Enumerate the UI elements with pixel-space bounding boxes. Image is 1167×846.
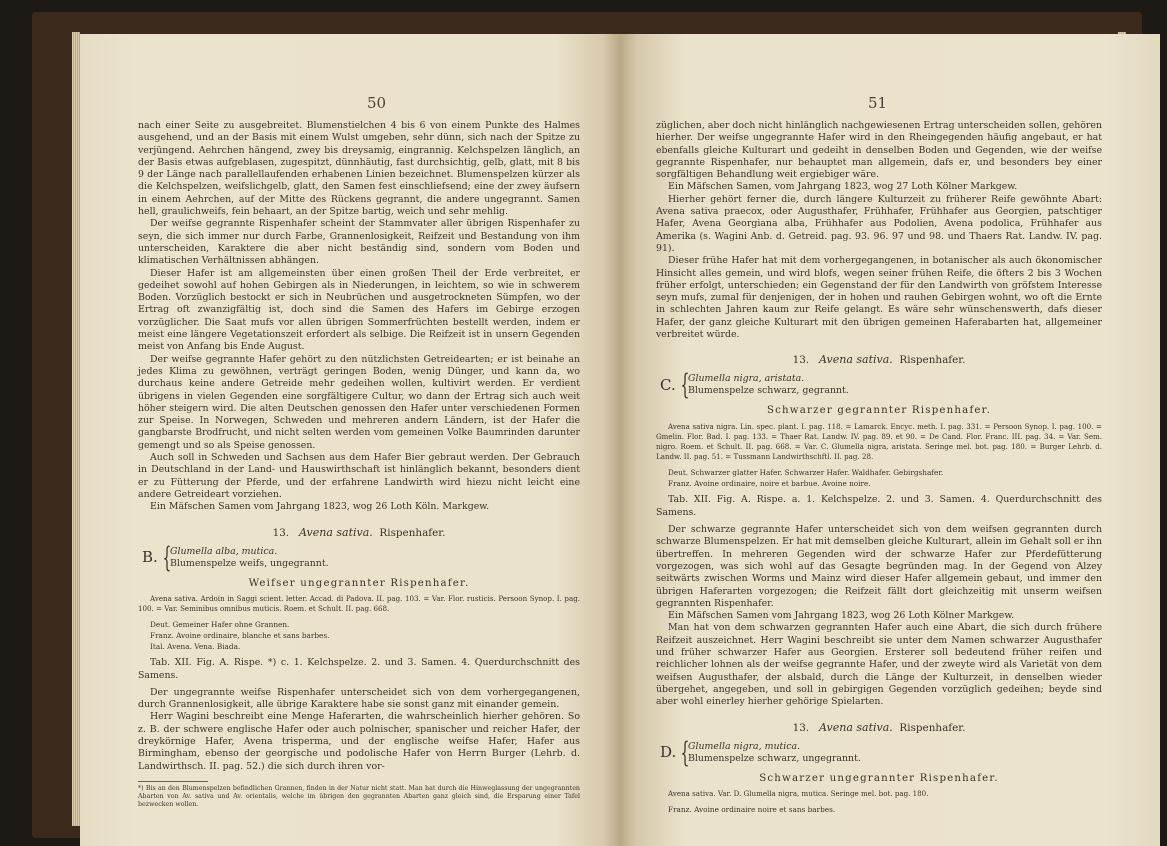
plate-reference: Tab. XII. Fig. A. Rispe. *) c. 1. Kelchspelze. 2. und 3. Samen. 4. Querdurchschnitt des Samens. [138,657,580,681]
paragraph: Der schwarze gegrannte Hafer unterscheidet sich von dem weifsen gegrannten durch schwarze Blumenspelzen. Er hat mit demselben gleiche Kulturart, allein im Gehalt soll er ihn übertreffen. In mehreren Gegenden wird der schwarze Hafer zur Pferdefütterung vorgezogen, was sich wohl auf das Gesagte begründen mag. In der Gegend von Alzey seitwärts zwischen Worms und Mainz wird dieser Hafer allgemein gebaut, und immer den übrigen Haferarten vorgezogen; die Reifzeit fällt dort gleichzeitig mit unserm weifsen gegrannten Rispenhafer. [656,524,1102,609]
section-number: 13. [272,526,290,539]
variety-letter: C. [660,376,676,395]
page-edge-left [72,32,80,826]
section-title [656,353,1102,367]
brace-glyph: { [162,540,172,574]
section-species: Avena sativa. [299,525,373,539]
section-title [138,526,580,540]
section-species: Avena sativa. [819,353,893,367]
section-common-name: Rispenhafer. [899,721,966,734]
variety-heading: Weifser ungegrannter Rispenhafer. [248,577,470,589]
section-number: 13. [792,354,810,367]
section-species: Avena sativa. [819,720,893,734]
paragraph: Hierher gehört ferner die, durch längere Kulturzeit zu früherer Reife gewöhnte Abart: Avena sativa praecox, oder Augusthafer, Frühhafer, Frühhafer aus Georgien, patschtiger Hafer, Avena Georgiana alba, Frühhafer aus Podolien, Avena podolica, Frühhafer aus Amerika (s. Wagini Anb. d. Getreid. pag. 93. 96. 97 und 98. und Thaers Rat. Landw. IV. pag. 91). [656,193,1102,254]
variety-latin: Glumella alba, mutica. [170,545,278,557]
paragraph: Ein Mäfschen Samen, vom Jahrgang 1823, wog 27 Loth Kölner Markgew. [668,181,1018,193]
page-number: 50 [367,94,387,112]
variety-latin: Glumella nigra, aristata. [688,373,805,385]
common-name-line: Franz. Avoine ordinaire noire et sans barbes. [668,805,836,814]
variety-block [660,735,1102,769]
paragraph: Auch soll in Schweden und Sachsen aus dem Hafer Bier gebraut werden. Der Gebrauch in Deutschland in der Land- und Hauswirthschaft ist hinlänglich bekannt, besonders dient er zu Fütterung der Pferde, und der erfahrene Landwirth wird hiezu nicht leicht eine andere Getreideart vorziehen. [138,452,580,500]
paragraph: nach einer Seite zu ausgebreitet. Blumenstielchen 4 bis 6 von einem Punkte des Halmes ausgehend, und an der Basis mit einem Wulst umgeben, sehr dünn, sich nach der Spitze zu verjüngend. Aehrchen hängend, zwey bis dreysamig, eingrannig. Kelchspelzen länglich, an der Basis etwas aufgeblasen, zugespitzt, dünnhäutig, fast durchsichtig, gelb, glatt, mit 8 bis 9 der Länge nach parallellaufenden erhabenen Linien bezeichnet. Blumenspelzen kürzer als die Kelchspelzen, weifslichgelb, glatt, den Samen fest einschliefsend; eine der zwey äufsern in einem Aehrchen, auf der Mitte des Rückens gegrannt, die andere ungegrannt. Samen hell, graulichweifs, fein behaart, an der Spitze bartig, weich und sehr mehlig. [138,120,580,218]
left-page [80,34,620,846]
variety-german: Blumenspelze schwarz, gegrannt. [688,385,849,397]
common-name-line: Franz. Avoine ordinaire, blanche et sans barbes. [150,631,330,641]
paragraph: Der weifse gegrannte Hafer gehört zu den nützlichsten Getreidearten; er ist beinahe an jedes Klima zu gewöhnen, verträgt geringen Boden, wenig Dünger, und kann da, wo durchaus keine andere Getreide mehr gedeihen wollen, kultivirt werden. Er verdient übrigens in vielen Gegenden eine sorgfältigere Cultur, wo dann der Ertrag sich auch weit höher steigern wird. Die alten Deutschen genossen den Hafer unter verschiedenen Formen zur Speise. In Norwegen, Schweden und mehreren andern Ländern, ist der Hafer die gangbarste Brodfrucht, und nicht selten werden vom gemeinen Volke Baumrinden darunter gemengt und so als Speise genossen. [138,353,580,451]
common-name-line: Franz. Avoine ordinaire, noire et barbue. Avoine noire. [668,479,871,489]
page-number: 51 [868,94,888,112]
variety-block [660,368,1102,402]
variety-german: Blumenspelze weifs, ungegrannt. [170,557,329,569]
section-common-name: Rispenhafer. [899,354,966,367]
synonyms: Avena sativa. Var. D. Glumella nigra, mutica. Seringe mel. bot. pag. 180. [668,788,929,798]
right-page-content [656,120,1102,815]
variety-heading: Schwarzer ungegrannter Rispenhafer. [759,772,999,784]
paragraph: Ein Mäfschen Samen vom Jahrgang 1823, wog 26 Loth Köln. Markgew. [150,501,490,513]
section-common-name: Rispenhafer. [379,526,446,539]
synonyms: Avena sativa nigra. Lin. spec. plant. I. pag. 118. = Lamarck. Encyc. meth. I. pag. 331. = Persoon Synop. I. pag. 100. = Gmelin. Flor. Bad. I. pag. 133. = Thaer Rat. Landw. IV. pag. 89. et 90. = De Cand. Flor. Franc. III. pag. 34. = Var. Sem. nigro. Roem. et Schult. II. pag. 668. = Var. C. Glumella nigra, aristata. Seringe mel. bot. pag. 180. = Burger Lehrb. d. Landw. II. pag. 51. = Tussmann Landwirthschftl. II. pag. 28. [656,421,1102,462]
paragraph: Der weifse gegrannte Rispenhafer scheint der Stammvater aller übrigen Rispenhafer zu seyn, die sich immer nur durch Farbe, Grannenlosigkeit, Reifzeit und Bestandung von ihm unterscheiden, Karaktere die aber nicht beständig sind, sondern vom Boden und klimatischen Verhältnissen abhängen. [138,218,580,267]
plate-reference: Tab. XII. Fig. A. Rispe. a. 1. Kelchspelze. 2. und 3. Samen. 4. Querdurchschnitt des Samens. [656,494,1102,518]
section-title [656,721,1102,735]
footnote-rule [138,781,208,782]
left-page-content [138,120,580,809]
paragraph: züglichen, aber doch nicht hinlänglich nachgewiesenen Ertrag unterscheiden sollen, gehören hierher. Der weifse ungegrannte Hafer wird in den Rheingegenden häufig angebaut, er hat ebenfalls gleiche Kulturart und gedeiht in denselben Boden und Gegenden, wie der weifse gegrannte Rispenhafer, nur behauptet man allgemein, dafs er, und besonders bey einer sorgfältigen Behandlung weit ergiebiger wäre. [656,120,1102,181]
paragraph: Man hat von dem schwarzen gegrannten Hafer auch eine Abart, die sich durch frühere Reifzeit auszeichnet. Herr Wagini beschreibt sie unter dem Namen schwarzer Augusthafer und früher schwarzer Hafer aus Georgien. Ersterer soll bedeutend früher reifen und reichlicher lohnen als der weifse gegrannte Hafer, und der zweyte wird als Varietät von dem weifsen Augusthafer, der alsbald, durch die Länge der Kulturzeit, in denselben wieder übergehet, angegeben, und soll in gebirgigen Gegenden vorzüglich gedeihen; beyde sind aber wohl einerley hierher gehörige Spielarten. [656,622,1102,708]
variety-german: Blumenspelze schwarz, ungegrannt. [688,752,861,764]
common-name-line: Deut. Schwarzer glatter Hafer. Schwarzer Hafer. Waldhafer. Gebirgshafer. [668,468,944,478]
paragraph: Dieser frühe Hafer hat mit dem vorhergegangenen, in botanischer als auch ökonomischer Hinsicht alles gemein, und wird blofs, wegen seiner frühen Reife, die öfters 2 bis 3 Wochen früher erfolgt, unterschieden; ein Gegenstand der für den Landwirth von gröfstem Interesse seyn mufs, zumal für denjenigen, der in hohen und rauhen Gebirgen wohnt, wo oft die Ernte in schlechten Jahren kaum zur Reife gelangt. Es wäre sehr wünschenswerth, dafs dieser Hafer, der ganz gleiche Kulturart mit den übrigen gemeinen Haferabarten hat, allgemeiner verbreitet würde. [656,255,1102,341]
synonyms: Avena sativa. Ardoin in Saggi scient. letter. Accad. di Padova. II. pag. 103. = Var. Flor. rusticis. Persoon Synop. I. pag. 100. = Var. Seminibus omnibus muticis. Roem. et Schult. II. pag. 668. [138,593,580,613]
paragraph: Der ungegrannte weifse Rispenhafer unterscheidet sich von dem vorhergegangenen, durch Grannenlosigkeit, alle übrige Karaktere habe sie sonst ganz mit einander gemein. [138,686,580,711]
variety-latin: Glumella nigra, mutica. [688,740,801,752]
variety-heading: Schwarzer gegrannter Rispenhafer. [766,405,992,417]
paragraph: Dieser Hafer ist am allgemeinsten über einen großen Theil der Erde verbreitet, er gedeihet sowohl auf hohen Gebirgen als in Niederungen, in leichtem, so wie in schwerem Boden. Vorzüglich bestockt er sich in Neubrüchen und ausgetrockneten Sümpfen, wo der Ertrag oft zwanzigfältig ist, doch sind die Samen des Hafers im Gebirge erzogen vorzüglicher. Die Saat mufs vor allen übrigen Sommerfrüchten bestellt werden, indem er meist eine längere Vegetationszeit erfordert als selbige. Die Reifzeit ist in unsern Gegenden meist von Anfang bis Ende August. [138,267,580,353]
paragraph: Ein Mäfschen Samen vom Jahrgang 1823, wog 26 Loth Kölner Markgew. [668,610,1015,622]
footnote: *) Bis an den Blumenspelzen befindlichen Grannen, finden in der Natur nicht statt. Man hat durch die Hinweglassung der ungegrannten Abarten von Av. sativa und Av. orientalis, welche im übrigen den gegrannten Abarten ganz gleich sind, die Ersparung einer Tafel bezwecken wollen. [138,784,580,809]
common-name-line: Ital. Avena. Vena. Biada. [150,642,241,652]
brace-glyph: { [680,368,690,402]
paragraph: Herr Wagini beschreibt eine Menge Haferarten, die wahrscheinlich hierher gehören. So z. B. der schwere englische Hafer oder auch polnischer, spanischer und reicher Hafer, der dreykörnige Hafer, Avena trisperma, und der englische weifse Hafer, Hafer aus Birmingham, ebenso der georgische und podolische Hafer von Herrn Burger (Lehrb. d. Landwirthsch. II. pag. 52.) die sich durch ihren vor- [138,711,580,772]
variety-letter: D. [660,743,677,762]
variety-letter: B. [142,548,158,567]
book-spread [32,12,1142,838]
right-page [620,34,1160,846]
common-name-line: Deut. Gemeiner Hafer ohne Grannen. [150,620,290,630]
brace-glyph: { [680,735,690,769]
section-number: 13. [792,721,810,734]
variety-block [142,540,580,574]
